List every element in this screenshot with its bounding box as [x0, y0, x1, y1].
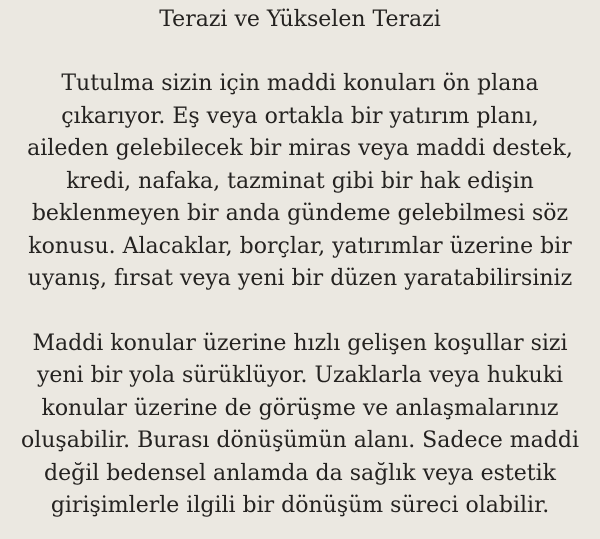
paragraph-line: yeni bir yola sürüklüyor. Uzaklarla veya hukuki — [36, 363, 564, 388]
paragraph-line: konusu. Alacaklar, borçlar, yatırımlar üzerine bir — [28, 233, 572, 259]
page-title: Terazi ve Yükselen Terazi — [159, 7, 441, 32]
paragraph-line: konular üzerine de görüşme ve anlaşmalarınız — [41, 395, 559, 421]
paragraph-line: değil bedensel anlamda da sağlık veya estetik — [44, 460, 556, 486]
paragraph-1 — [0, 68, 600, 296]
paragraph-line: kredi, nafaka, tazminat gibi bir hak edişin — [66, 168, 534, 194]
paragraph-line: oluşabilir. Burası dönüşümün alanı. Sadece maddi — [20, 428, 579, 453]
paragraph-line: Tutulma sizin için maddi konuları ön plana — [61, 71, 539, 96]
paragraph-line: beklenmeyen bir anda gündeme gelebilmesi söz — [31, 201, 569, 226]
paragraph-line: çıkarıyor. Eş veya ortakla bir yatırım planı, — [61, 103, 539, 129]
paragraph-line: girişimlerle ilgili bir dönüşüm süreci olabilir. — [50, 493, 550, 518]
paragraph-2 — [0, 328, 600, 523]
paragraph-line: Maddi konular üzerine hızlı gelişen koşullar sizi — [32, 330, 568, 356]
paragraph-line: uyanış, fırsat veya yeni bir düzen yaratabilirsiniz — [27, 266, 573, 291]
paragraph-line: aileden gelebilecek bir miras veya maddi destek, — [27, 136, 573, 161]
